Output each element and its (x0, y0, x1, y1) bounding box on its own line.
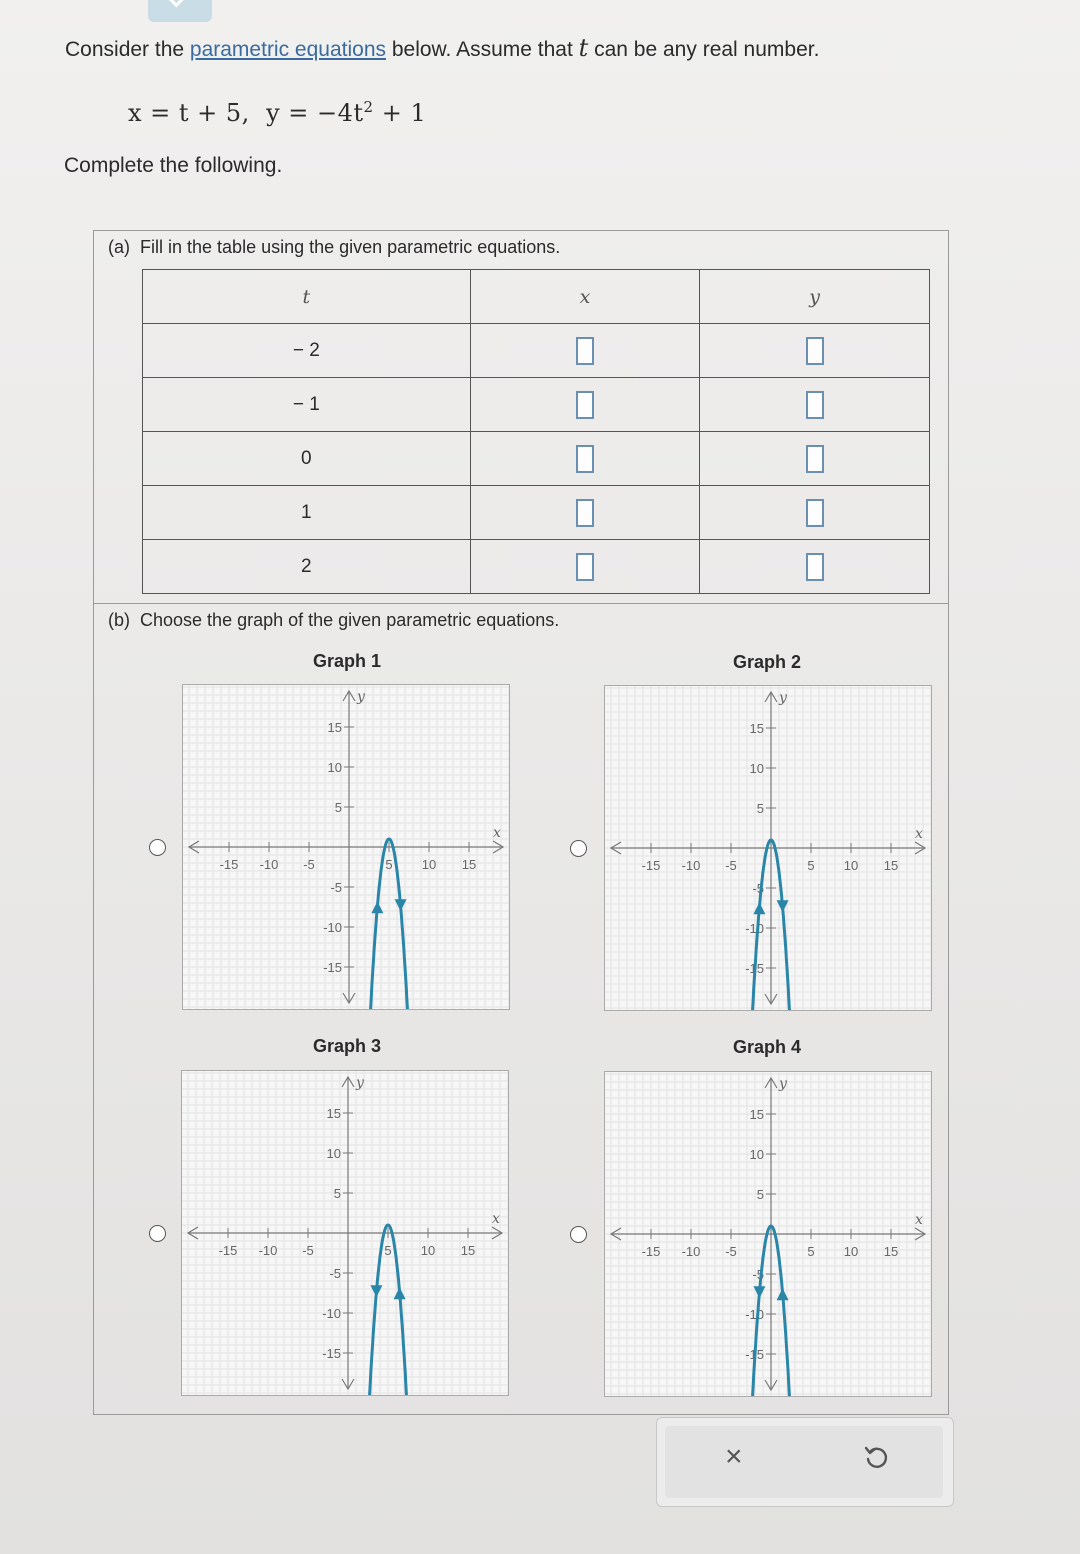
y-tick-label: 15 (327, 720, 342, 735)
graph-3-title: Graph 3 (313, 1036, 382, 1056)
col-header-x: x (470, 270, 700, 324)
x-tick-label: 5 (807, 1244, 815, 1259)
graph-4-radio[interactable] (570, 1226, 587, 1243)
y-tick-label: -5 (752, 1267, 764, 1282)
x-tick-label: 15 (883, 858, 899, 873)
x-tick-label: 10 (420, 1243, 436, 1258)
instruction: Complete the following. (64, 154, 283, 177)
x-axis-label: x (493, 825, 501, 841)
part-b-text: Choose the graph of the given parametric equations. (140, 610, 560, 630)
y-input[interactable] (806, 337, 824, 365)
graph-1-title: Graph 1 (313, 651, 382, 671)
y-tick-label: 15 (326, 1106, 341, 1121)
y-equation-exponent: 2 (363, 98, 374, 116)
x-axis-label: x (915, 1212, 923, 1228)
graph-3-plot (182, 1071, 508, 1395)
x-tick-label: 15 (883, 1244, 899, 1259)
undo-button[interactable] (863, 1444, 889, 1478)
graph-2[interactable] (604, 685, 932, 1011)
graph-3[interactable] (181, 1070, 509, 1396)
part-b-label: (b) (108, 610, 130, 630)
table-row (143, 540, 930, 594)
parametric-equations-link[interactable]: parametric equations (189, 38, 387, 61)
y-tick-label: 5 (756, 801, 764, 816)
x-tick-label: 5 (385, 857, 393, 872)
close-icon: × (725, 1440, 743, 1473)
x-tick-label: -5 (302, 1243, 314, 1258)
table-row (143, 378, 930, 432)
y-tick-label: -5 (330, 880, 342, 895)
y-equation: y = −4t (266, 99, 364, 127)
x-tick-label: 10 (843, 1244, 859, 1259)
x-tick-label: -5 (725, 1244, 737, 1259)
x-axis-label: x (915, 826, 923, 842)
problem-prompt (65, 34, 819, 62)
x-tick-label: 10 (843, 858, 859, 873)
values-table (142, 269, 930, 594)
action-bar (656, 1417, 954, 1507)
y-tick-label: -5 (752, 881, 764, 896)
y-tick-label: -15 (323, 960, 342, 975)
y-tick-label: -15 (745, 961, 764, 976)
prompt-text-3: can be any real number. (588, 38, 820, 61)
x-tick-label: -5 (303, 857, 315, 872)
x-tick-label: -10 (258, 1243, 278, 1258)
part-a-text: Fill in the table using the given parametric equations. (140, 237, 561, 257)
t-variable: t (578, 34, 589, 62)
y-tick-label: -10 (322, 1306, 341, 1321)
graph-1-plot (183, 685, 509, 1009)
t-cell: 0 (143, 432, 471, 486)
x-tick-label: 15 (460, 1243, 476, 1258)
x-tick-label: 15 (461, 857, 477, 872)
y-tick-label: -5 (329, 1266, 341, 1281)
y-tick-label: 15 (749, 721, 764, 736)
t-cell: 1 (143, 486, 471, 540)
y-input[interactable] (806, 499, 824, 527)
part-a-label: (a) (108, 237, 130, 257)
x-input[interactable] (576, 445, 594, 473)
action-bar-inner (665, 1426, 943, 1498)
part-a-section (93, 230, 949, 604)
y-tick-label: 10 (326, 1146, 341, 1161)
y-axis-label: y (356, 1075, 364, 1091)
y-tick-label: 5 (756, 1187, 764, 1202)
y-tick-label: 10 (749, 1147, 764, 1162)
x-input[interactable] (576, 337, 594, 365)
graph-4-plot (605, 1072, 931, 1396)
undo-icon (863, 1444, 889, 1470)
x-input[interactable] (576, 553, 594, 581)
x-tick-label: -10 (681, 858, 701, 873)
y-axis-label: y (779, 690, 787, 706)
graph-4[interactable] (604, 1071, 932, 1397)
graph-3-radio[interactable] (149, 1225, 166, 1242)
col-header-y: y (700, 270, 930, 324)
y-input[interactable] (806, 391, 824, 419)
graph-1[interactable] (182, 684, 510, 1010)
x-tick-label: -5 (725, 858, 737, 873)
y-tick-label: -15 (745, 1347, 764, 1362)
x-tick-label: -15 (219, 857, 239, 872)
x-input[interactable] (576, 391, 594, 419)
top-tab[interactable] (148, 0, 212, 22)
x-tick-label: 5 (384, 1243, 392, 1258)
x-tick-label: -10 (259, 857, 279, 872)
y-axis-label: y (357, 689, 365, 705)
graph-1-radio[interactable] (149, 839, 166, 856)
x-tick-label: 5 (807, 858, 815, 873)
x-tick-label: -15 (641, 858, 661, 873)
y-tick-label: -10 (745, 921, 764, 936)
table-row (143, 432, 930, 486)
table-row (143, 324, 930, 378)
t-cell: − 1 (143, 378, 471, 432)
prompt-text: Consider the (65, 38, 190, 61)
y-equation-const: + 1 (373, 99, 427, 127)
y-tick-label: -15 (322, 1346, 341, 1361)
equation (128, 98, 426, 127)
prompt-text-2: below. Assume that (386, 38, 579, 61)
x-tick-label: -15 (218, 1243, 238, 1258)
graph-2-plot (605, 686, 931, 1010)
clear-button[interactable] (725, 1440, 743, 1474)
table-row (143, 486, 930, 540)
x-tick-label: -15 (641, 1244, 661, 1259)
t-cell: 2 (143, 540, 471, 594)
y-tick-label: -10 (323, 920, 342, 935)
x-axis-label: x (492, 1211, 500, 1227)
chevron-down-icon (169, 0, 189, 7)
part-b-title (108, 610, 559, 631)
graph-2-title: Graph 2 (733, 652, 802, 672)
x-tick-label: 10 (421, 857, 437, 872)
graph-4-title: Graph 4 (733, 1037, 802, 1057)
y-tick-label: 10 (327, 760, 342, 775)
y-tick-label: 5 (334, 800, 342, 815)
part-a-title (108, 237, 560, 258)
y-tick-label: 10 (749, 761, 764, 776)
x-tick-label: -10 (681, 1244, 701, 1259)
y-tick-label: 15 (749, 1107, 764, 1122)
y-input[interactable] (806, 553, 824, 581)
y-axis-label: y (779, 1076, 787, 1092)
x-input[interactable] (576, 499, 594, 527)
y-input[interactable] (806, 445, 824, 473)
y-tick-label: -10 (745, 1307, 764, 1322)
graph-2-radio[interactable] (570, 840, 587, 857)
x-equation: x = t + 5, (128, 99, 250, 127)
t-cell: − 2 (143, 324, 471, 378)
y-tick-label: 5 (333, 1186, 341, 1201)
col-header-t: t (143, 270, 471, 324)
